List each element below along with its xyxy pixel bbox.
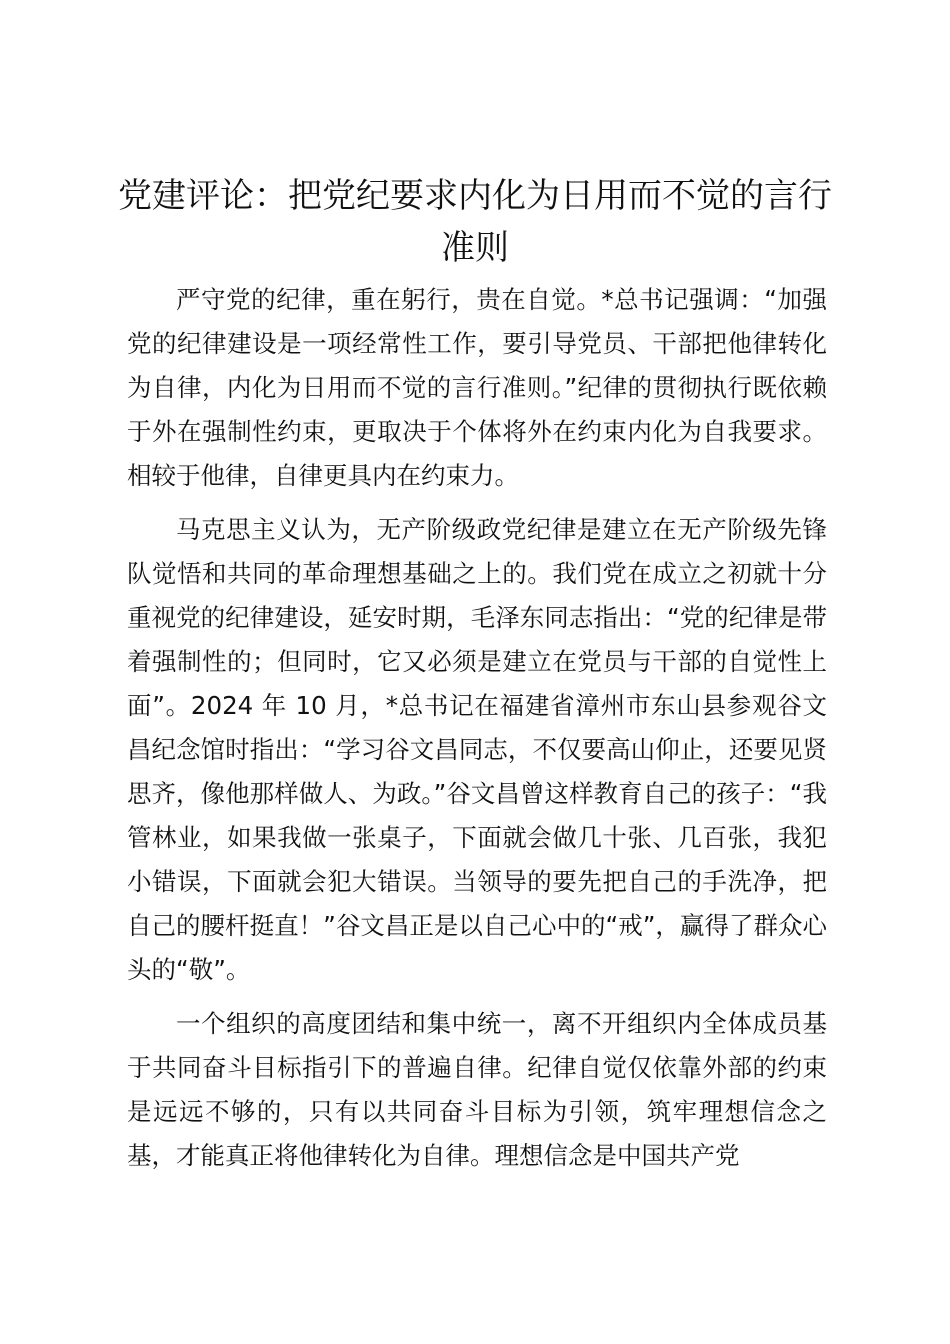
page-title: 党建评论：把党纪要求内化为日用而不觉的言行准则 [118,176,832,268]
paragraph-1: 严守党的纪律，重在躬行，贵在自觉。*总书记强调：“加强党的纪律建设是一项经常性工作，要引导党员、干部把他律转化为自律，内化为日用而不觉的言行准则。”纪律的贯彻执行既依赖于外在强制性约束，更取决于个体将外在约束内化为自我要求。相较于他律，自律更具内在约束力。 [127,285,827,490]
article-body [127,278,827,1188]
paragraph-2: 马克思主义认为，无产阶级政党纪律是建立在无产阶级先锋队觉悟和共同的革命理想基础之上的。我们党在成立之初就十分重视党的纪律建设，延安时期，毛泽东同志指出：“党的纪律是带着强制性的；但同时，它又必须是建立在党员与干部的自觉性上面”。2024 年 10 月，*总书记在福建省漳州市东山县参观谷文昌纪念馆时指出：“学习谷文昌同志，不仅要高山仰止，还要见贤思齐，像他那样做人、为政。”谷文昌曾这样教育自己的孩子：“我管林业，如果我做一张桌子，下面就会做几十张、几百张，我犯小错误，下面就会犯大错误。当领导的要先把自己的手洗净，把自己的腰杆挺直！”谷文昌正是以自己心中的“戒”，赢得了群众心头的“敬”。 [127,515,827,984]
paragraph-3: 一个组织的高度团结和集中统一，离不开组织内全体成员基于共同奋斗目标指引下的普遍自律。纪律自觉仅依靠外部的约束是远远不够的，只有以共同奋斗目标为引领，筑牢理想信念之基，才能真正将他律转化为自律。理想信念是中国共产党 [127,1009,827,1170]
